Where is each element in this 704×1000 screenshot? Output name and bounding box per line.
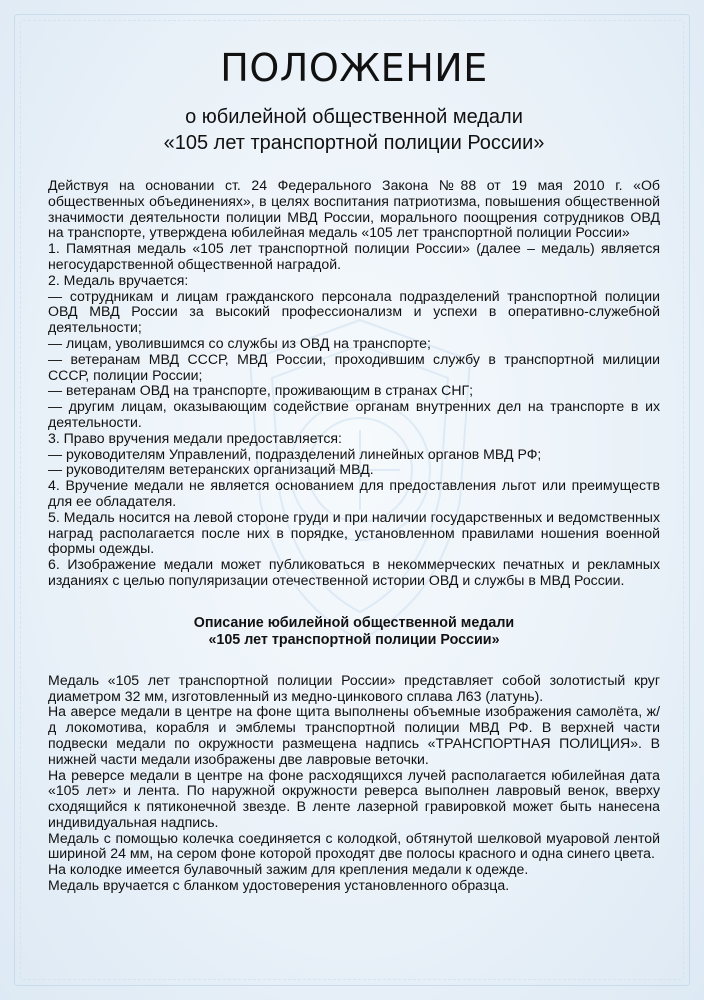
paragraph: На колодке имеется булавочный зажим для крепления медали к одежде.	[48, 861, 529, 878]
paragraph: 1. Памятная медаль «105 лет транспортной полиции России» (далее – медаль) является негосударственной общественной наградой.	[48, 240, 660, 272]
paragraph: 4. Вручение медали не является основанием для предоставления льгот или преимуществ для ее обладателя.	[48, 477, 660, 509]
paragraph: Медаль с помощью колечка соединяется с колодкой, обтянутой шелковой муаровой лентой шириной 24 мм, на сером фоне которой проходят две полосы красного и одна синего цвета.	[48, 829, 660, 862]
paragraph: — лицам, уволившимся со службы из ОВД на транспорте;	[48, 334, 431, 351]
paragraph: — ветеранам МВД СССР, МВД России, проходившим службу в транспортной милиции СССР, полиции России;	[48, 350, 660, 383]
document-content	[48, 40, 660, 894]
regulation-body	[48, 178, 660, 589]
paragraph: — сотрудникам и лицам гражданского персонала подразделений транспортной полиции ОВД МВД России за высокий профессионализм и успехи в оперативно-служебной деятельности;	[48, 287, 660, 336]
description-heading-line-2: «105 лет транспортной полиции России»	[208, 631, 500, 648]
paragraph: — другим лицам, оказывающим содействие органам внутренних дел на транспорте в их деятельности.	[48, 398, 660, 430]
paragraph: 2. Медаль вручается:	[48, 271, 189, 288]
paragraph: 6. Изображение медали может публиковаться в некоммерческих печатных и рекламных изданиях с целью популяризации отечественной истории ОВД и службы в МВД России.	[48, 556, 660, 588]
paragraph: 5. Медаль носится на левой стороне груди и при наличии государственных и ведомственных наград располагается после них в порядке, установленном правилами ношения военной формы одежды.	[48, 508, 660, 557]
subtitle-line-1: о юбилейной общественной медали	[185, 106, 523, 128]
paragraph: Медаль вручается с бланком удостоверения установленного образца.	[48, 877, 510, 894]
subtitle-line-2: «105 лет транспортной полиции России»	[163, 132, 545, 154]
paragraph: — ветеранам ОВД на транспорте, проживающим в странах СНГ;	[48, 382, 474, 399]
description-body	[48, 673, 660, 894]
paragraph: — руководителям ветеранских организаций МВД.	[48, 461, 374, 478]
page-title: ПОЛОЖЕНИЕ	[220, 46, 488, 90]
paragraph: На аверсе медали в центре на фоне щита выполнены объемные изображения самолёта, ж/д локомотива, корабля и эмблемы транспортной полиции МВД РФ. В верхней части подвески медали по окружности размещена надпись «ТРАНСПОРТНАЯ ПОЛИЦИЯ». В нижней части медали изображены две лавровые веточки.	[48, 703, 660, 767]
paragraph: На реверсе медали в центре на фоне расходящихся лучей располагается юбилейная дата «105 лет» и лента. По наружной окружности реверса выполнен лавровый венок, вверху сходящийся к пятиконечной звезде. В ленте лазерной гравировкой может быть нанесена индивидуальная надпись.	[48, 766, 660, 830]
paragraph: Медаль «105 лет транспортной полиции России» представляет собой золотистый круг диаметром 32 мм, изготовленный из медно-цинкового сплава Л63 (латунь).	[48, 671, 660, 704]
paragraph: 3. Право вручения медали предоставляется:	[48, 429, 342, 446]
description-heading	[48, 615, 660, 649]
paragraph: — руководителям Управлений, подразделений линейных органов МВД РФ;	[48, 445, 542, 462]
paragraph: Действуя на основании ст. 24 Федерального Закона №88 от 19 мая 2010 г. «Об общественных объединениях», в целях воспитания патриотизма, повышения общественной значимости деятельности полиции МВД России, морального поощрения сотрудников ОВД на транспорте, утверждена юбилейная медаль «105 лет транспортной полиции России»	[48, 177, 660, 241]
description-heading-line-1: Описание юбилейной общественной медали	[193, 614, 515, 631]
